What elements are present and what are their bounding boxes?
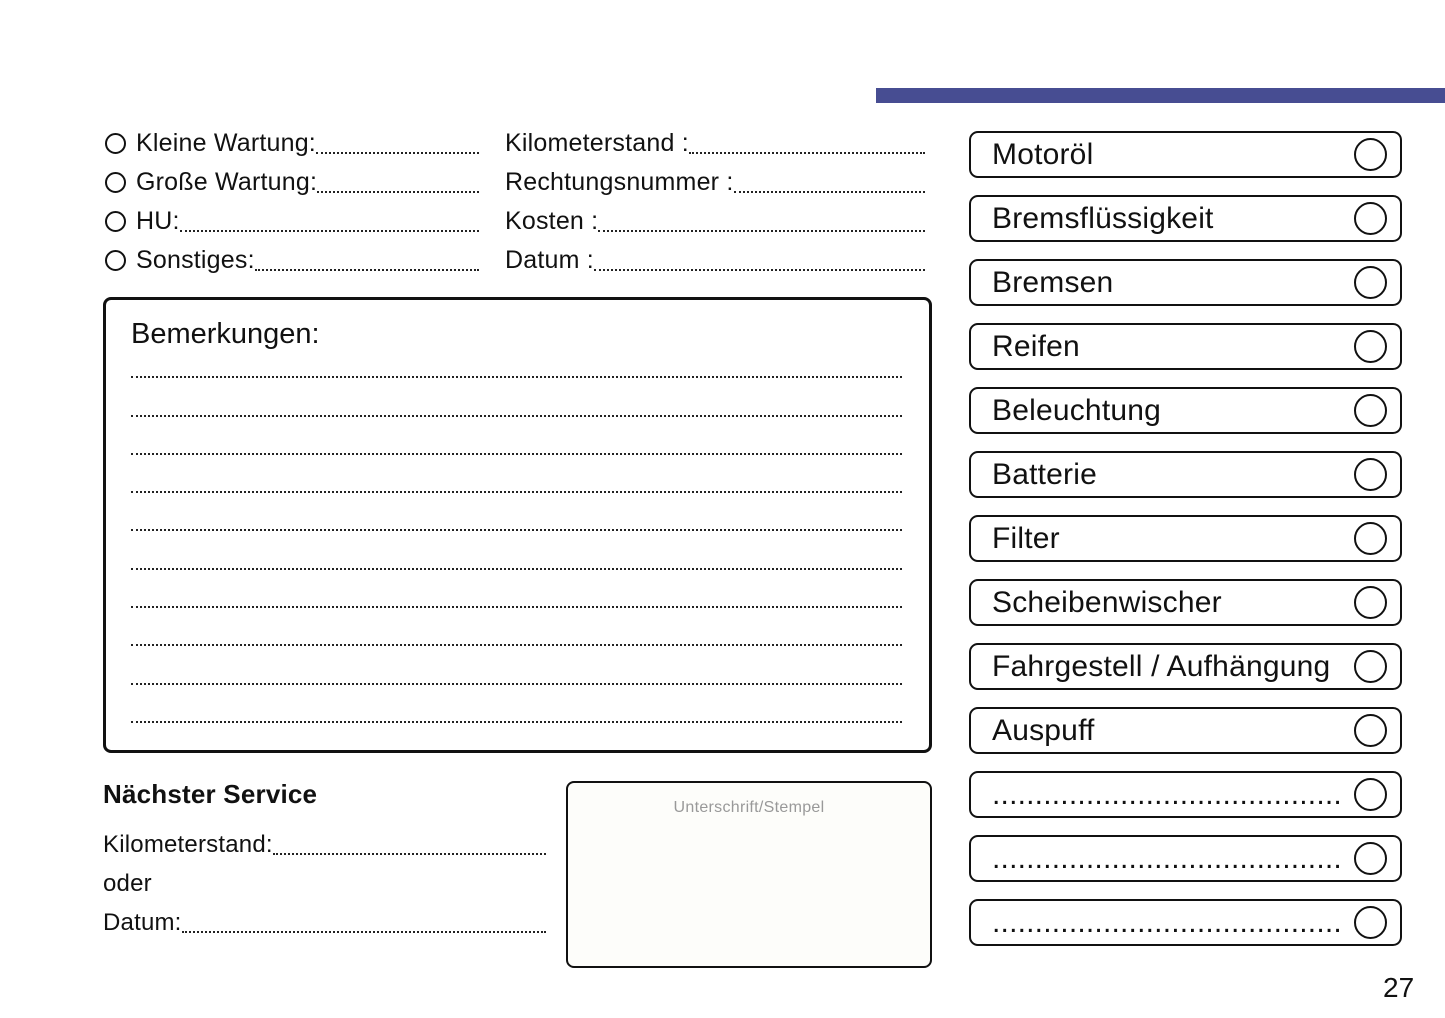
- checklist-item-label: Filter: [992, 521, 1060, 555]
- checklist-item-bremsen: [969, 259, 1402, 306]
- page-number: 27: [1383, 972, 1415, 1003]
- field-label: HU:: [136, 207, 180, 235]
- fill-in-line: [255, 241, 479, 271]
- check-circle: [1354, 266, 1387, 299]
- radio-circle-hu: [105, 211, 126, 232]
- check-circle: [1354, 778, 1387, 811]
- next-service-row-kilometerstand: [103, 825, 546, 864]
- checklist-item-filter: [969, 515, 1402, 562]
- next-service-title: Nächster Service: [103, 779, 318, 809]
- checklist-item-blank-1: [969, 771, 1402, 818]
- checklist-item-label: Batterie: [992, 457, 1097, 491]
- checklist-item-label: Beleuchtung: [992, 393, 1162, 427]
- service-type-row-sonstiges: [105, 241, 479, 280]
- signature-stamp-label: Unterschrift/Stempel: [673, 799, 825, 816]
- fill-in-line: [182, 903, 546, 933]
- checklist-item-blank-3: [969, 899, 1402, 946]
- field-label: Kleine Wartung:: [136, 129, 316, 157]
- next-service-row-oder: [103, 864, 546, 903]
- check-circle: [1354, 330, 1387, 363]
- remarks-write-in-lines: [131, 340, 902, 723]
- service-type-section: [105, 124, 479, 280]
- checklist-item-beleuchtung: [969, 387, 1402, 434]
- field-label: Datum :: [505, 246, 594, 274]
- fill-in-line: [317, 163, 479, 193]
- checklist-section: [969, 131, 1402, 963]
- checklist-item-fahrgestell-aufhaengung: [969, 643, 1402, 690]
- remark-write-in-line: [131, 685, 902, 723]
- field-label: Rechtungsnummer :: [505, 168, 734, 196]
- service-type-row-grosse-wartung: [105, 163, 479, 202]
- next-service-section: [103, 779, 546, 942]
- checklist-item-label: Motoröl: [992, 137, 1094, 171]
- checklist-item-reifen: [969, 323, 1402, 370]
- fill-in-line: [598, 202, 925, 232]
- check-circle: [1354, 458, 1387, 491]
- service-type-row-kleine-wartung: [105, 124, 479, 163]
- remark-write-in-line: [131, 493, 902, 531]
- check-circle: [1354, 714, 1387, 747]
- checklist-item-blank-2: [969, 835, 1402, 882]
- checklist-item-label: .........................................: [992, 841, 1342, 875]
- detail-row-rechtungsnummer: [505, 163, 925, 202]
- radio-circle-grosse-wartung: [105, 172, 126, 193]
- field-label: Große Wartung:: [136, 168, 318, 196]
- detail-row-datum: [505, 241, 925, 280]
- checklist-item-scheibenwischer: [969, 579, 1402, 626]
- field-label: Kilometerstand :: [505, 129, 689, 157]
- checklist-item-bremsfluessigkeit: [969, 195, 1402, 242]
- fill-in-line: [316, 124, 479, 154]
- fill-in-line: [594, 241, 925, 271]
- radio-circle-sonstiges: [105, 250, 126, 271]
- check-circle: [1354, 394, 1387, 427]
- next-service-row-datum: [103, 903, 546, 942]
- remark-write-in-line: [131, 340, 902, 378]
- check-circle: [1354, 650, 1387, 683]
- checklist-item-label: Auspuff: [992, 713, 1095, 747]
- checklist-item-label: Bremsen: [992, 265, 1114, 299]
- remark-write-in-line: [131, 378, 902, 416]
- remark-write-in-line: [131, 455, 902, 493]
- checklist-item-label: .........................................: [992, 777, 1342, 811]
- service-type-row-hu: [105, 202, 479, 241]
- check-circle: [1354, 586, 1387, 619]
- accent-bar: [876, 88, 1445, 103]
- remark-write-in-line: [131, 531, 902, 569]
- check-circle: [1354, 906, 1387, 939]
- field-label: Kilometerstand:: [103, 830, 273, 858]
- remarks-box: [103, 297, 932, 753]
- remark-write-in-line: [131, 646, 902, 684]
- radio-circle-kleine-wartung: [105, 133, 126, 154]
- checklist-item-auspuff: [969, 707, 1402, 754]
- check-circle: [1354, 138, 1387, 171]
- remarks-title: Bemerkungen:: [131, 318, 320, 350]
- field-label: Kosten :: [505, 207, 599, 235]
- detail-row-kosten: [505, 202, 925, 241]
- remark-write-in-line: [131, 570, 902, 608]
- checklist-item-label: Fahrgestell / Aufhängung: [992, 649, 1331, 683]
- check-circle: [1354, 842, 1387, 875]
- fill-in-line: [180, 202, 479, 232]
- fill-in-line: [689, 124, 925, 154]
- fill-in-line: [273, 825, 546, 855]
- signature-stamp-box: [566, 781, 932, 968]
- check-circle: [1354, 522, 1387, 555]
- remark-write-in-line: [131, 608, 902, 646]
- detail-row-kilometerstand: [505, 124, 925, 163]
- checklist-item-label: Bremsflüssigkeit: [992, 201, 1214, 235]
- check-circle: [1354, 202, 1387, 235]
- checklist-item-motoroel: [969, 131, 1402, 178]
- checklist-item-batterie: [969, 451, 1402, 498]
- checklist-item-label: Reifen: [992, 329, 1080, 363]
- checklist-item-label: Scheibenwischer: [992, 585, 1222, 619]
- field-label: Sonstiges:: [136, 246, 255, 274]
- field-label: Datum:: [103, 908, 182, 936]
- field-label: oder: [103, 869, 152, 897]
- checklist-item-label: .........................................: [992, 905, 1342, 939]
- fill-in-line: [734, 163, 926, 193]
- remark-write-in-line: [131, 417, 902, 455]
- service-details-section: [505, 124, 925, 280]
